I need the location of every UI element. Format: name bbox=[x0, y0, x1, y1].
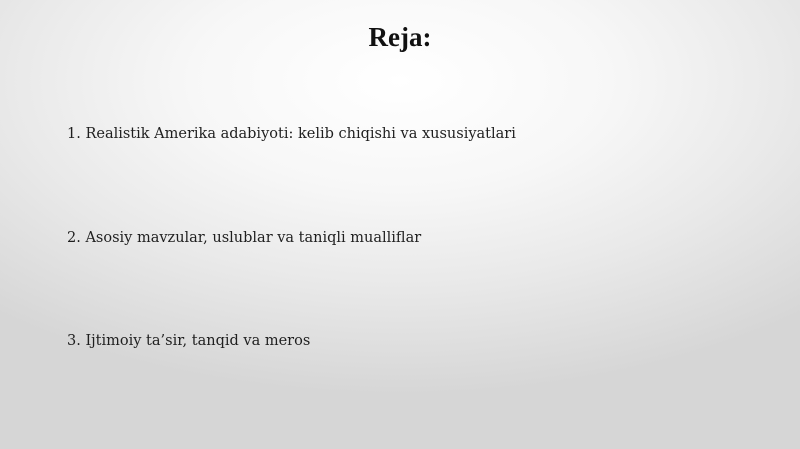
plan-item-3: 3. Ijtimoiy ta’sir, tanqid va meros bbox=[67, 333, 311, 349]
plan-item-2: 2. Asosiy mavzular, uslublar va taniqli mualliflar bbox=[67, 230, 422, 246]
plan-item-1: 1. Realistik Amerika adabiyoti: kelib chiqishi va xususiyatlari bbox=[67, 126, 516, 142]
slide-title: Reja: bbox=[368, 22, 432, 52]
